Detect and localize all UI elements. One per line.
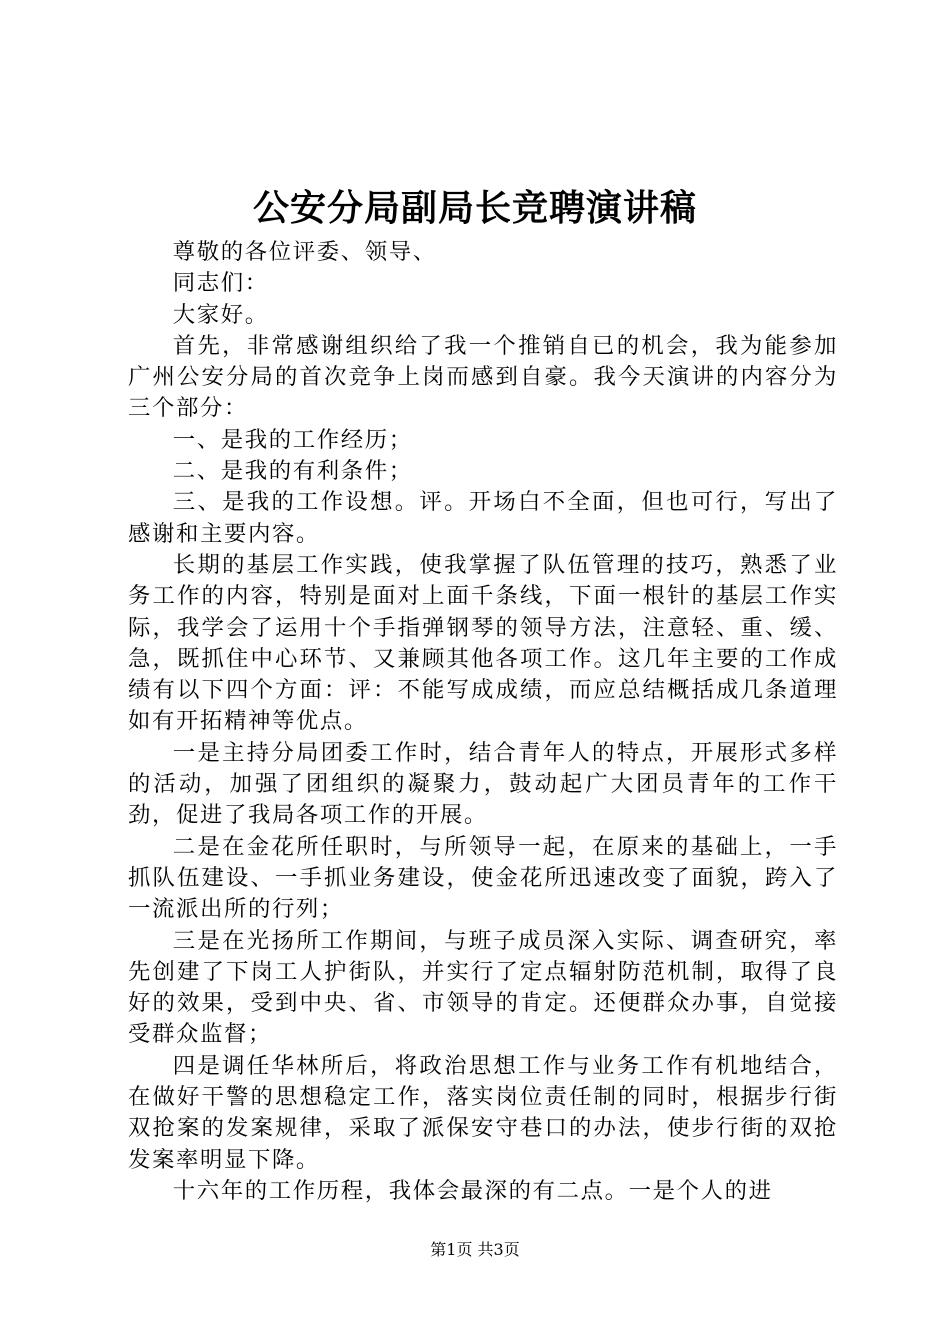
paragraph: 长期的基层工作实践，使我掌握了队伍管理的技巧，熟悉了业务工作的内容，特别是面对上面千条线，下面一根针的基层工作实际，我学会了运用十个手指弹钢琴的领导方法，注意轻、重、缓、急，既抓住中心环节、又兼顾其他各项工作。这几年主要的工作成绩有以下四个方面：评：不能写成成绩，而应总结概括成几条道理如有开拓精神等优点。 [128,551,838,735]
paragraph: 一是主持分局团委工作时，结合青年人的特点，开展形式多样的活动，加强了团组织的凝聚力，鼓动起广大团员青年的工作干劲，促进了我局各项工作的开展。 [128,739,838,829]
paragraph: 二是在金花所任职时，与所领导一起，在原来的基础上，一手抓队伍建设、一手抓业务建设，使金花所迅速改变了面貌，跨入了一流派出所的行列； [128,833,838,923]
document-title: 公安分局副局长竞聘演讲稿 [252,187,697,229]
paragraph: 三是在光扬所工作期间，与班子成员深入实际、调查研究，率先创建了下岗工人护街队，并实行了定点辐射防范机制，取得了良好的效果，受到中央、省、市领导的肯定。还便群众办事，自觉接受群众监督； [128,927,838,1048]
paragraph: 十六年的工作历程，我体会最深的有二点。一是个人的进 [172,1177,773,1204]
paragraph: 二、是我的有利条件； [172,458,413,485]
paragraph: 四是调任华林所后，将政治思想工作与业务工作有机地结合，在做好干警的思想稳定工作，落实岗位责任制的同时，根据步行街双抢案的发案规律，采取了派保安守巷口的办法，使步行街的双抢发案率明显下降。 [128,1052,838,1173]
document-body [128,237,838,1207]
page-footer: 第1页 共3页 [430,1240,520,1259]
paragraph: 大家好。 [172,301,269,328]
paragraph: 尊敬的各位评委、领导、 [172,239,437,265]
paragraph: 一、是我的工作经历； [172,426,413,453]
paragraph: 首先，非常感谢组织给了我一个推销自已的机会，我为能参加广州公安分局的首次竞争上岗而感到自豪。我今天演讲的内容分为三个部分： [128,332,838,422]
paragraph: 三、是我的工作设想。评。开场白不全面，但也可行，写出了感谢和主要内容。 [128,489,838,547]
paragraph: 同志们： [172,270,269,297]
